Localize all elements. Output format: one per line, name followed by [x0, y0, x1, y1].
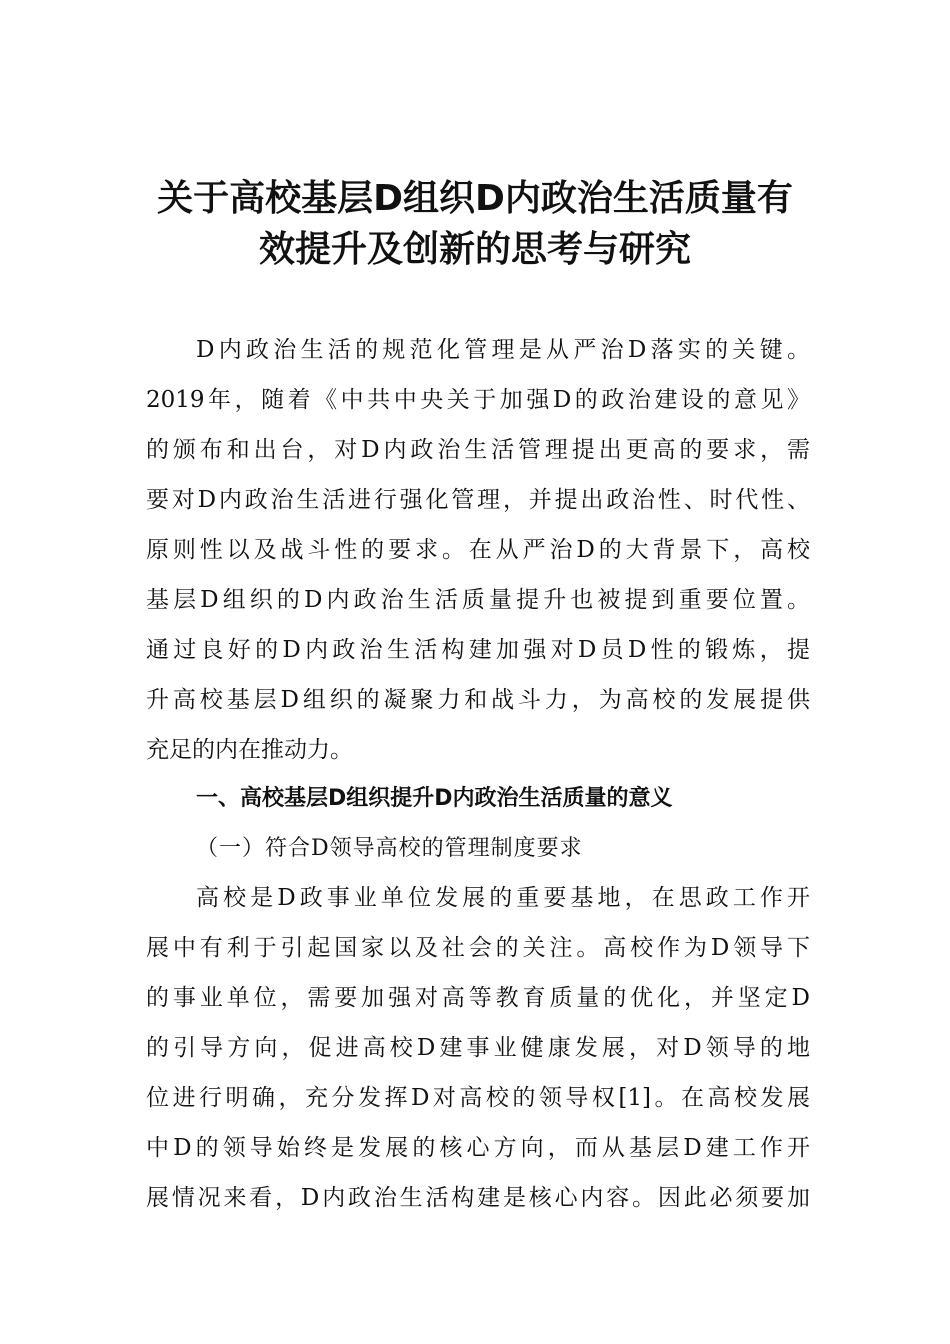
paragraph-1-line: 升高校基层D组织的凝聚力和战斗力，为高校的发展提供 [146, 687, 810, 713]
paragraph-1-line: 通过良好的D内政治生活构建加强对D员D性的锻炼，提 [146, 637, 810, 663]
paragraph-2-line: 展中有利于引起国家以及社会的关注。高校作为D领导下 [146, 935, 810, 961]
paragraph-2-line: 高校是D政事业单位发展的重要基地，在思政工作开 [196, 885, 810, 911]
paragraph-2-line: 的引导方向，促进高校D建事业健康发展，对D领导的地 [146, 1035, 810, 1061]
paragraph-1-line: 充足的内在推动力。 [146, 737, 353, 763]
paragraph-2-line: 的事业单位，需要加强对高等教育质量的优化，并坚定D [146, 985, 810, 1011]
paragraph-1-line: 要对D内政治生活进行强化管理，并提出政治性、时代性、 [146, 487, 810, 513]
paragraph-1-line: 的颁布和出台，对D内政治生活管理提出更高的要求，需 [146, 437, 810, 463]
paragraph-2-line: 中D的领导始终是发展的核心方向，而从基层D建工作开 [146, 1135, 810, 1161]
paragraph-1-line: D内政治生活的规范化管理是从严治D落实的关键。 [196, 337, 810, 363]
paragraph-2-line: 位进行明确，充分发挥D对高校的领导权[1]。在高校发展 [146, 1085, 810, 1111]
paragraph-1-line: 原则性以及战斗性的要求。在从严治D的大背景下，高校 [146, 537, 810, 563]
paragraph-1-line: 基层D组织的D内政治生活质量提升也被提到重要位置。 [146, 587, 810, 613]
paragraph-1-line: 2019年，随着《中共中央关于加强D的政治建设的意见》 [146, 387, 810, 413]
paragraph-2-line: 展情况来看，D内政治生活构建是核心内容。因此必须要加 [146, 1185, 810, 1211]
section-heading-1: 一、高校基层D组织提升D内政治生活质量的意义 [196, 786, 673, 811]
subsection-heading-1: （一）符合D领导高校的管理制度要求 [196, 836, 583, 861]
document-title-line-2: 效提升及创新的思考与研究 [258, 229, 691, 270]
document-title-line-1: 关于高校基层D组织D内政治生活质量有 [157, 178, 793, 219]
